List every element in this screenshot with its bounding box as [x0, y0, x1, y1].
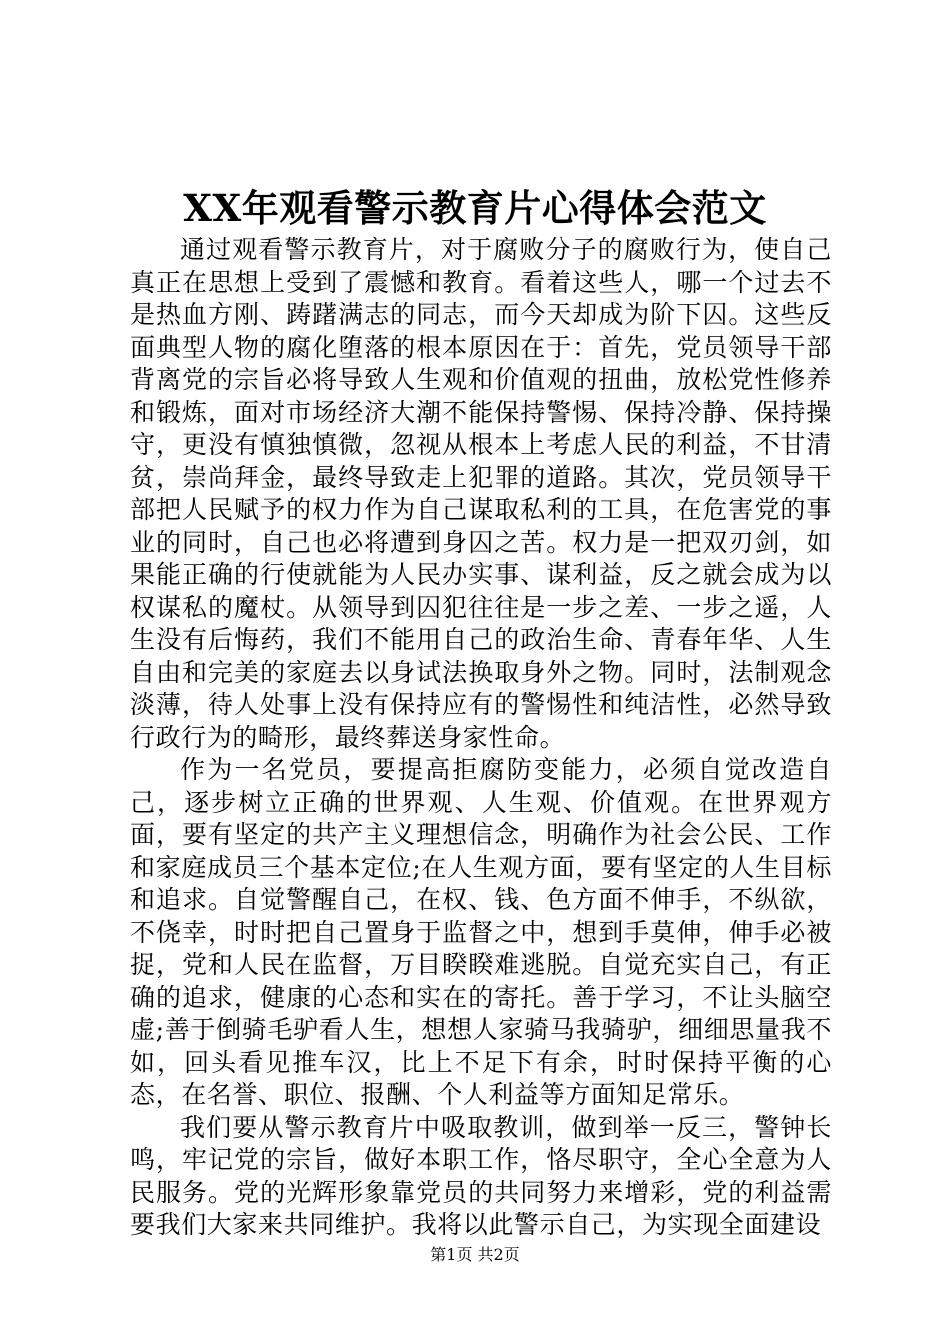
page-number-footer: 第1页 共2页 — [430, 1245, 520, 1264]
paragraph-3: 我们要从警示教育片中吸取教训，做到举一反三，警钟长鸣，牢记党的宗旨，做好本职工作，恪尽职守，全心全意为人民服务。党的光辉形象靠党员的共同努力来增彩，党的利益需要我们大家来共同维护。我将以此警示自己，为实现全面建设 — [130, 1112, 832, 1239]
paragraph-1: 通过观看警示教育片，对于腐败分子的腐败行为，使自己真正在思想上受到了震憾和教育。看着这些人，哪一个过去不是热血方刚、踌躇满志的同志，而今天却成为阶下囚。这些反面典型人物的腐化堕落的根本原因在于：首先，党员领导干部背离党的宗旨必将导致人生观和价值观的扭曲，放松党性修养和锻炼，面对市场经济大潮不能保持警惕、保持冷静、保持操守，更没有慎独慎微，忽视从根本上考虑人民的利益，不甘清贫，崇尚拜金，最终导致走上犯罪的道路。其次，党员领导干部把人民赋予的权力作为自己谋取私利的工具，在危害党的事业的同时，自己也必将遭到身囚之苦。权力是一把双刃剑，如果能正确的行使就能为人民办实事、谋利益，反之就会成为以权谋私的魔杖。从领导到囚犯往往是一步之差、一步之遥，人生没有后悔药，我们不能用自己的政治生命、青春年华、人生自由和完美的家庭去以身试法换取身外之物。同时，法制观念淡薄，待人处事上没有保持应有的警惕性和纯洁性，必然导致行政行为的畸形，最终葬送身家性命。 — [130, 235, 832, 752]
document-body — [130, 234, 832, 1242]
paragraph-2: 作为一名党员，要提高拒腐防变能力，必须自觉改造自己，逐步树立正确的世界观、人生观、价值观。在世界观方面，要有坚定的共产主义理想信念，明确作为社会公民、工作和家庭成员三个基本定位;在人生观方面，要有坚定的人生目标和追求。自觉警醒自己，在权、钱、色方面不伸手，不纵欲，不侥幸，时时把自己置身于监督之中，想到手莫伸，伸手必被捉，党和人民在监督，万目睽睽难逃脱。自觉充实自己，有正确的追求，健康的心态和实在的寄托。善于学习，不让头脑空虚;善于倒骑毛驴看人生，想想人家骑马我骑驴，细细思量我不如，回头看见推车汉，比上不足下有余，时时保持平衡的心态，在名誉、职位、报酬、个人利益等方面知足常乐。 — [130, 755, 832, 1109]
document-title: XX年观看警示教育片心得体会范文 — [183, 186, 767, 230]
